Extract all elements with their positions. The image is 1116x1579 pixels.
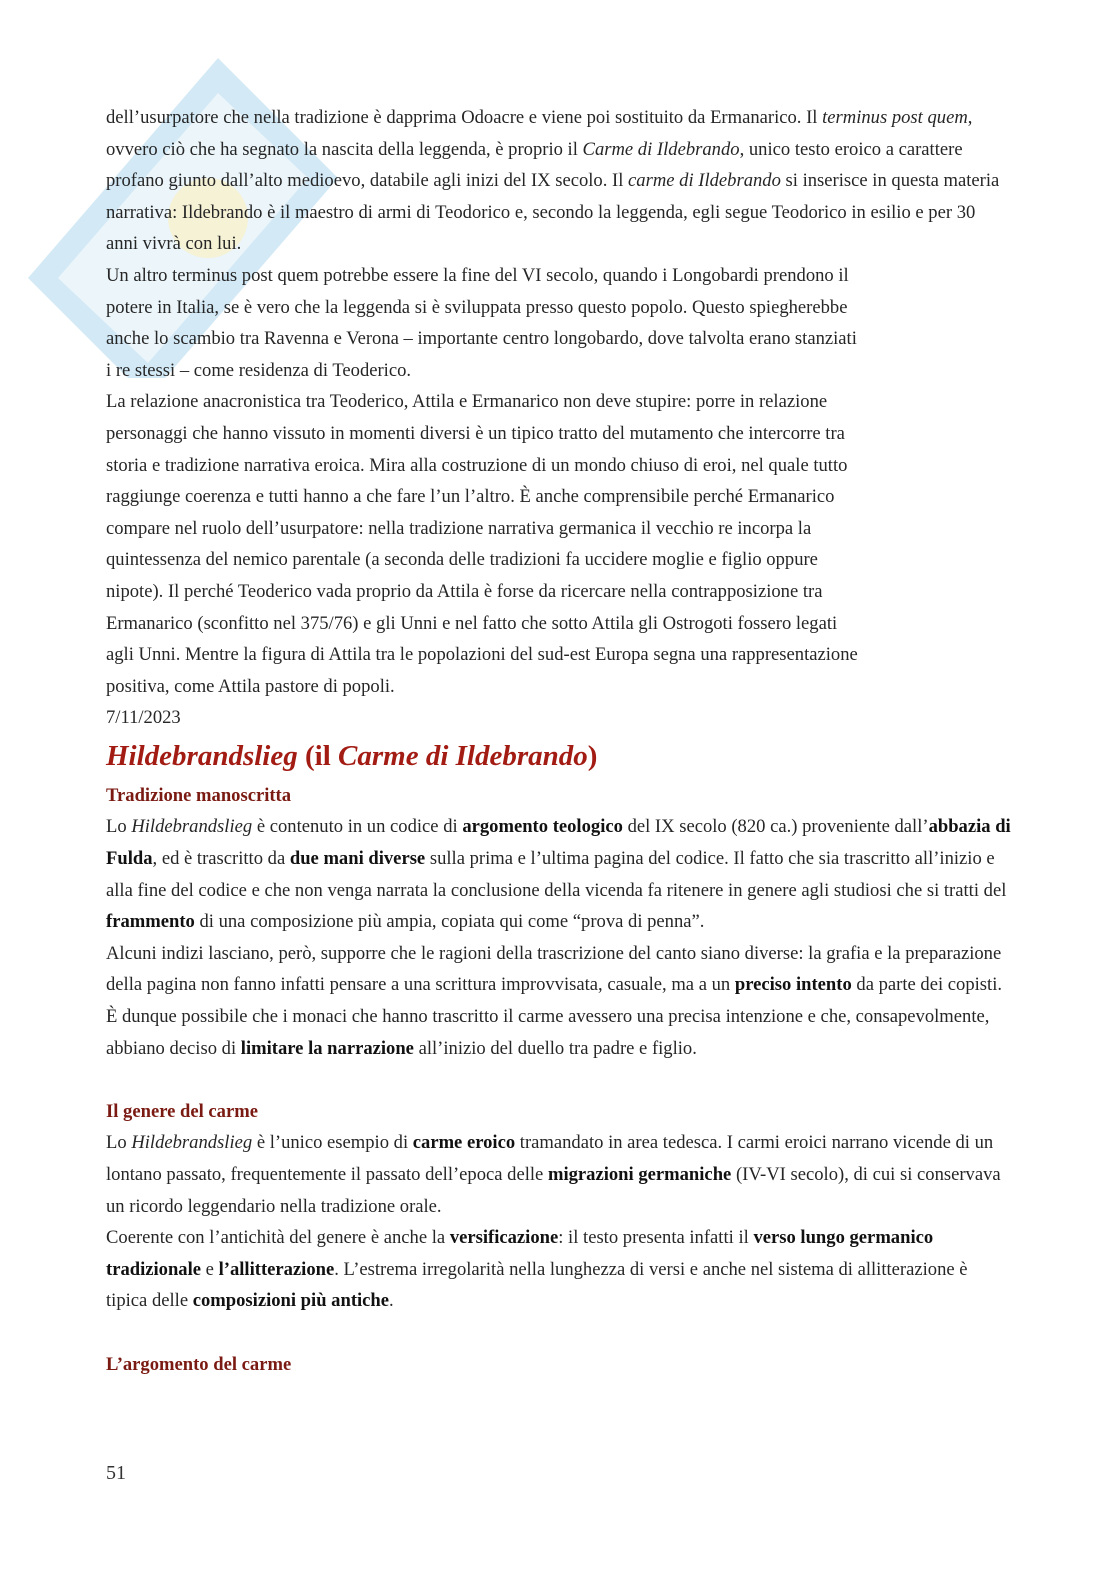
spacer (106, 1064, 1011, 1096)
text-run: e (201, 1258, 219, 1280)
text-run: è l’unico esempio di (252, 1132, 413, 1154)
text-run: di una composizione più ampia, copiata qui come “prova di penna”. (194, 911, 705, 933)
text-run: : il testo presenta infatti il (558, 1227, 754, 1249)
tradizione-paragraph-2 (106, 938, 1011, 1064)
text-line: raggiunge coerenza e tutti hanno a che fare l’un l’altro. È anche comprensibile perché Ermanarico (106, 486, 835, 508)
text-line: La relazione anacronistica tra Teoderico, Attila e Ermanarico non deve stupire: porre in relazione (106, 391, 828, 413)
text-run: (IV-VI secolo), di cui si conservava un ricordo leggendario nella tradizione orale. (106, 1164, 1001, 1217)
bold-text: composizioni più antiche (192, 1290, 390, 1312)
title-paren-close: ) (587, 739, 598, 772)
bold-text: migrazioni germaniche (547, 1164, 732, 1185)
section-title (106, 736, 1011, 776)
bold-text: versificazione (449, 1227, 559, 1249)
bold-text: abbazia di Fulda (106, 816, 1011, 870)
bold-text: argomento teologico (462, 816, 623, 838)
text-run: Lo (106, 816, 132, 838)
italic-text: Hildebrandslieg (131, 1132, 253, 1154)
bold-text: due mani diverse (289, 848, 426, 870)
text-line: storia e tradizione narrativa eroica. Mira alla costruzione di un mondo chiuso di eroi, nel quale tutto (106, 454, 848, 476)
text-line: i re stessi – come residenza di Teoderico. (106, 359, 412, 381)
title-italian-name: Carme di Ildebrando (338, 739, 588, 772)
text-line: quintessenza del nemico parentale (a seconda delle tradizioni fa uccidere moglie e figlio oppure (106, 549, 818, 571)
bold-text: l’allitterazione (218, 1258, 335, 1280)
bold-text: preciso intento (734, 974, 852, 996)
text-run: sulla prima e l’ultima pagina del codice. Il fatto che sia trascritto all’inizio e alla fine del codice e che non venga narrata la conclusione della vicenda fa ritenere in genere agli studiosi che si tratti del (106, 848, 1007, 901)
title-paren-open: (il (297, 739, 339, 772)
text-run: , ovvero ciò che ha segnato la nascita della leggenda, è proprio il (106, 107, 973, 160)
text-run: tramandato in area tedesca. I carmi eroici narrano vicende di un lontano passato, frequentemente il passato dell’epoca delle (106, 1132, 994, 1185)
genere-paragraph-2 (106, 1222, 1011, 1317)
bold-text: limitare la narrazione (240, 1037, 414, 1059)
intro-paragraph-1 (106, 102, 1011, 260)
italic-text: terminus post quem (822, 107, 968, 128)
tradizione-paragraph-1 (106, 811, 1011, 937)
text-run: dell’usurpatore che nella tradizione è dapprima Odoacre e viene poi sostituito da Ermanarico. Il (106, 107, 823, 128)
text-run: . (389, 1290, 394, 1312)
text-line: personaggi che hanno vissuto in momenti diversi è un tipico tratto del mutamento che intercorre tra (106, 422, 845, 444)
italic-text: Carme di Ildebrando (582, 138, 740, 160)
text-run: , unico testo eroico a carattere profano giunto dall’alto medioevo, databile agli inizi del IX secolo. Il (106, 138, 963, 192)
text-run: da parte dei copisti. È dunque possibile che i monaci che hanno trascritto il carme avessero una precisa intenzione e che, consapevolmente, abbiano deciso di (106, 974, 1003, 1059)
bold-text: frammento (106, 911, 195, 933)
text-line: compare nel ruolo dell’usurpatore: nella tradizione narrativa germanica il vecchio re incorpa la (106, 517, 812, 539)
text-run: è contenuto in un codice di (252, 816, 463, 838)
title-work-name: Hildebrandslieg (106, 739, 298, 772)
text-line: nipote). Il perché Teoderico vada proprio da Attila è forse da ricercare nella contrapposizione tra (106, 580, 823, 602)
text-run: si inserisce in questa materia narrativa: Ildebrando è il maestro di armi di Teodorico e, secondo la leggenda, egli segue Teodorico in esilio e per 30 anni vivrà con lui. (106, 170, 1000, 255)
text-line: Ermanarico (sconfitto nel 375/76) e gli Unni e nel fatto che sotto Attila gli Ostrogoti fossero legati (106, 612, 838, 634)
italic-text: Hildebrandslieg (131, 816, 253, 838)
text-line: anche lo scambio tra Ravenna e Verona – importante centro longobardo, dove talvolta erano stanziati (106, 328, 857, 350)
text-line: positiva, come Attila pastore di popoli. (106, 675, 395, 697)
document-body (106, 102, 1011, 1380)
text-run: all’inizio del duello tra padre e figlio. (413, 1037, 697, 1059)
intro-paragraph-3 (106, 386, 1011, 702)
subheading-tradizione: Tradizione manoscritta (106, 784, 292, 806)
page-number: 51 (106, 1462, 126, 1484)
bold-text: carme eroico (412, 1132, 516, 1154)
text-run: del IX secolo (820 ca.) proveniente dall’ (622, 816, 929, 838)
text-line: Un altro terminus post quem potrebbe essere la fine del VI secolo, quando i Longobardi prendono il (106, 264, 849, 286)
text-line: potere in Italia, se è vero che la leggenda si è sviluppata presso questo popolo. Questo spiegherebbe (106, 296, 848, 318)
italic-text: carme di Ildebrando (628, 170, 781, 192)
bold-text: verso lungo germanico tradizionale (106, 1227, 934, 1280)
text-run: Coerente con l’antichità del genere è anche la (106, 1227, 450, 1249)
text-line: agli Unni. Mentre la figura di Attila tra le popolazioni del sud-est Europa segna una rappresentazione (106, 644, 858, 666)
genere-paragraph-1 (106, 1127, 1011, 1222)
lecture-date: 7/11/2023 (106, 707, 181, 729)
subheading-genere: Il genere del carme (106, 1100, 258, 1122)
text-run: Alcuni indizi lasciano, però, supporre che le ragioni della trascrizione del canto siano diverse: la grafia e la preparazione della pagina non fanno infatti pensare a una scrittura improvvisata, casuale, ma a un (106, 942, 1002, 996)
text-run: . L’estrema irregolarità nella lunghezza di versi e anche nel sistema di allitterazione è tipica delle (106, 1258, 968, 1312)
text-run: , ed è trascritto da (152, 848, 290, 870)
intro-paragraph-2 (106, 260, 1011, 386)
spacer (106, 1317, 1011, 1349)
text-run: Lo (106, 1132, 132, 1154)
subheading-argomento: L’argomento del carme (106, 1353, 292, 1375)
